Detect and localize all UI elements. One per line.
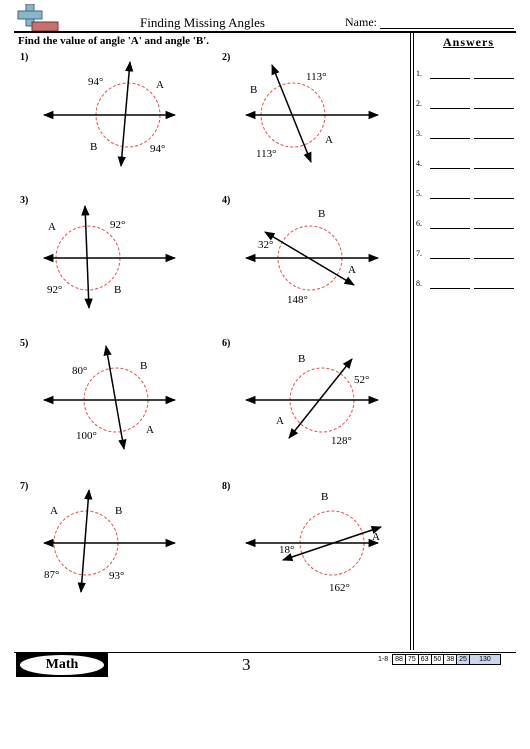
score-table	[376, 654, 501, 665]
score-cell: 88	[393, 655, 406, 665]
answer-row	[416, 249, 516, 261]
answer-number: 4.	[416, 159, 422, 168]
math-badge	[16, 653, 108, 677]
angle-label: B	[90, 141, 98, 153]
answer-number: 7.	[416, 249, 422, 258]
answer-a-blank[interactable]	[430, 288, 470, 289]
answer-b-blank[interactable]	[474, 198, 514, 199]
answer-b-blank[interactable]	[474, 258, 514, 259]
problem-number: 6)	[222, 338, 231, 349]
answer-number: 1.	[416, 69, 422, 78]
problem-number: 7)	[20, 481, 29, 492]
angle-label: A	[146, 424, 154, 436]
transversal-line	[289, 359, 352, 438]
angle-label: 92°	[47, 284, 63, 296]
answer-row	[416, 69, 516, 81]
answers-title: Answers	[443, 35, 494, 49]
page-number: 3	[242, 655, 251, 674]
name-label: Name:	[345, 15, 377, 29]
answer-a-blank[interactable]	[430, 138, 470, 139]
answer-a-blank[interactable]	[430, 198, 470, 199]
problem-number: 2)	[222, 52, 231, 63]
angle-label: 94°	[150, 143, 166, 155]
score-cell: 130	[469, 655, 500, 665]
angle-label: B	[250, 84, 258, 96]
transversal-line	[81, 490, 89, 592]
answer-number: 8.	[416, 279, 422, 288]
transversal-line	[85, 206, 89, 308]
answer-a-blank[interactable]	[430, 78, 470, 79]
answers-divider-inner	[413, 33, 414, 650]
answers-divider	[410, 33, 411, 650]
score-cell: 63	[418, 655, 431, 665]
instructions: Find the value of angle 'A' and angle 'B'.	[18, 35, 209, 47]
problem-number: 8)	[222, 481, 231, 492]
answer-b-blank[interactable]	[474, 108, 514, 109]
angle-label: 93°	[109, 570, 125, 582]
angle-label: 162°	[329, 582, 350, 594]
angle-label: 100°	[76, 430, 97, 442]
angle-label: A	[276, 415, 284, 427]
score-cell: 50	[431, 655, 444, 665]
score-cell: 25	[457, 655, 470, 665]
answer-number: 3.	[416, 129, 422, 138]
angle-label: A	[372, 531, 380, 543]
problem-number: 3)	[20, 195, 29, 206]
angle-label: 113°	[306, 71, 327, 83]
answer-row	[416, 129, 516, 141]
answer-number: 5.	[416, 189, 422, 198]
angle-label: B	[318, 208, 326, 220]
answer-a-blank[interactable]	[430, 228, 470, 229]
angle-label: 87°	[44, 569, 60, 581]
problem-number: 1)	[20, 52, 29, 63]
angle-label: B	[115, 505, 123, 517]
answer-a-blank[interactable]	[430, 258, 470, 259]
score-range: 1-8	[378, 656, 389, 663]
transversal-line	[106, 346, 124, 449]
problem-number: 4)	[222, 195, 231, 206]
angle-label: A	[48, 221, 56, 233]
answer-row	[416, 159, 516, 171]
angle-label: 128°	[331, 435, 352, 447]
answer-number: 2.	[416, 99, 422, 108]
page-title: Finding Missing Angles	[140, 15, 265, 30]
answer-row	[416, 189, 516, 201]
answer-b-blank[interactable]	[474, 168, 514, 169]
answer-a-blank[interactable]	[430, 168, 470, 169]
math-label: Math	[20, 655, 104, 675]
angle-label: 80°	[72, 365, 88, 377]
angle-label: B	[114, 284, 122, 296]
answer-b-blank[interactable]	[474, 288, 514, 289]
angle-label: A	[325, 134, 333, 146]
answer-b-blank[interactable]	[474, 228, 514, 229]
angle-label: A	[156, 79, 164, 91]
answer-b-blank[interactable]	[474, 138, 514, 139]
angle-label: A	[348, 264, 356, 276]
angle-label: 32°	[258, 239, 274, 251]
angle-label: 94°	[88, 76, 104, 88]
score-cell: 38	[444, 655, 457, 665]
angle-label: 113°	[256, 148, 277, 160]
angle-label: B	[298, 353, 306, 365]
angle-label: B	[140, 360, 148, 372]
angle-label: 148°	[287, 294, 308, 306]
answer-a-blank[interactable]	[430, 108, 470, 109]
answer-row	[416, 99, 516, 111]
transversal-line	[121, 62, 130, 166]
angle-label: 92°	[110, 219, 126, 231]
angle-label: 52°	[354, 374, 370, 386]
answer-row	[416, 279, 516, 291]
angle-label: B	[321, 491, 329, 503]
answer-number: 6.	[416, 219, 422, 228]
answer-b-blank[interactable]	[474, 78, 514, 79]
score-cell: 75	[405, 655, 418, 665]
answer-row	[416, 219, 516, 231]
problem-number: 5)	[20, 338, 29, 349]
angle-label: A	[50, 505, 58, 517]
angle-label: 18°	[279, 544, 295, 556]
